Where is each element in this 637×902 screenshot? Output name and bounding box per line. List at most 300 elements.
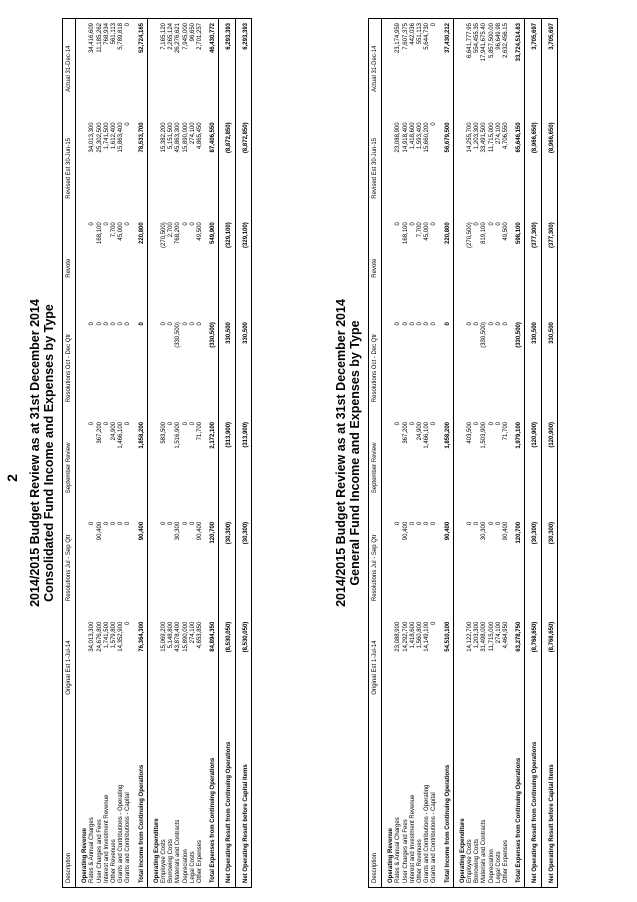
row-value: 45,863,300: [175, 122, 182, 153]
row-label: Grants and Contributions - Operating: [424, 784, 431, 883]
column-header: Resolutions Jul - Sep Qtr: [369, 518, 382, 618]
column-header: Description: [63, 718, 76, 888]
section-heading: Operating Expenditure: [459, 818, 466, 883]
row-value: 367,200: [402, 421, 409, 444]
column-header: Revote: [369, 218, 382, 318]
row-value: 0: [474, 521, 481, 526]
row-value: 15,660,200: [424, 122, 431, 153]
row-value: 84,894,350: [204, 618, 219, 718]
row-value: 330,500: [224, 318, 235, 418]
row-value: (8,768,650): [530, 618, 541, 718]
row-value: 15,382,200: [161, 122, 168, 153]
row-label: Other Revenues: [111, 839, 118, 883]
row-value: 0: [431, 122, 438, 126]
row-value: 52,724,165: [133, 19, 148, 119]
section-heading: Operating Revenue: [82, 827, 89, 883]
table-row: [125, 19, 132, 888]
row-value: 90,400: [197, 521, 204, 541]
row-label: Grants and Contributions - Capital: [431, 792, 438, 883]
row-value: 0: [395, 322, 402, 326]
row-value: 11,715,000: [488, 122, 495, 152]
row-value: 0: [182, 222, 189, 226]
report-subtitle: General Fund Income and Expenses by Type: [348, 320, 362, 586]
row-value: 25,302,500: [96, 122, 103, 153]
row-value: 551,113: [417, 23, 424, 45]
row-value: 120,700: [510, 518, 525, 618]
net-operating-result-row: [224, 19, 235, 888]
row-value: (30,300): [530, 518, 541, 618]
table-row: [183, 19, 190, 888]
row-value: 0: [495, 222, 502, 226]
table-row: [111, 19, 118, 888]
row-value: 78,533,700: [133, 118, 148, 218]
row-value: 0: [417, 322, 424, 326]
row-value: (270,500): [467, 222, 474, 248]
column-header: Original Est 1-Jul-14: [63, 618, 76, 718]
row-value: 1,203,300: [474, 122, 481, 150]
row-value: 14,292,700: [402, 621, 409, 652]
row-value: 0: [168, 521, 175, 526]
total-income-row: [439, 19, 454, 888]
row-value: 0: [125, 421, 132, 426]
row-value: 168,100: [96, 222, 103, 244]
row-value: (30,300): [224, 518, 235, 618]
row-value: 2,701,257: [197, 23, 204, 50]
row-value: (330,500): [510, 318, 525, 418]
row-value: 168,100: [402, 222, 409, 244]
row-value: 0: [125, 322, 132, 326]
row-value: 30,300: [175, 521, 182, 541]
table-header: [369, 19, 382, 888]
row-value: 65,646,150: [510, 118, 525, 218]
row-value: 554,455.35: [474, 23, 481, 54]
row-value: 0: [467, 322, 474, 326]
row-value: 274,100: [189, 122, 196, 145]
row-label: Depreciation: [488, 849, 495, 883]
row-value: 0: [96, 322, 103, 326]
row-value: 0: [474, 222, 481, 226]
section-heading: Operating Expenditure: [153, 818, 160, 883]
row-value: 120,700: [204, 518, 219, 618]
row-value: 1,466,100: [118, 421, 125, 449]
row-value: 0: [431, 621, 438, 626]
row-label: Total Income from Continuing Operations: [439, 718, 454, 888]
row-value: 403,500: [467, 421, 474, 444]
row-value: 37,430,212: [439, 19, 454, 119]
row-value: 87,406,550: [204, 118, 219, 218]
row-value: 4,706,550: [503, 122, 510, 150]
table-row: [190, 19, 197, 888]
row-value: 11,715,000: [488, 621, 495, 652]
row-value: 0: [89, 521, 96, 526]
table-body: [76, 19, 252, 888]
row-value: 7,700: [111, 222, 118, 238]
row-value: 5,151,500: [168, 122, 175, 150]
row-value: 0: [402, 322, 409, 326]
row-value: 45,000: [424, 222, 431, 241]
row-value: (330,500): [204, 318, 219, 418]
row-label: Other Expenses: [503, 839, 510, 883]
table-row: [161, 19, 168, 888]
row-value: (30,300): [547, 518, 558, 618]
row-value: 274,100: [495, 122, 502, 145]
row-value: 0: [431, 222, 438, 226]
row-value: 0: [503, 322, 510, 326]
total-expenses-row: [204, 19, 219, 888]
row-label: Materials and Contracts: [481, 819, 488, 883]
row-value: 6,293,393: [224, 19, 235, 119]
row-value: 0: [168, 322, 175, 326]
row-label: Borrowing Costs: [168, 838, 175, 883]
row-value: 1,466,100: [424, 421, 431, 449]
row-value: 14,255,700: [467, 122, 474, 153]
row-value: 33,724,514.83: [510, 19, 525, 119]
column-header: Original Est 1-Jul-14: [369, 618, 382, 718]
row-value: (8,966,650): [530, 118, 541, 218]
row-value: 24,676,800: [96, 621, 103, 652]
row-value: (120,900): [547, 418, 558, 518]
row-value: 7,607,375: [402, 23, 409, 50]
row-value: 1,593,400: [417, 122, 424, 150]
row-label: Rates & Annual Charges: [395, 817, 402, 883]
row-value: (120,900): [530, 418, 541, 518]
row-value: 49,500: [197, 222, 204, 241]
table-row: [395, 19, 402, 888]
row-value: 330,500: [530, 318, 541, 418]
row-value: 0: [395, 421, 402, 426]
table-row: [403, 19, 410, 888]
row-label: Depreciation: [182, 849, 189, 883]
row-value: 0: [488, 322, 495, 326]
row-value: 0: [103, 222, 110, 226]
row-label: Grants and Contributions - Operating: [118, 784, 125, 883]
table-row: [489, 19, 496, 888]
table-row: [481, 19, 488, 888]
row-value: 1,418,600: [409, 122, 416, 150]
table-row: [168, 19, 175, 888]
row-value: (330,500): [481, 322, 488, 348]
row-value: 0: [161, 322, 168, 326]
row-value: 0: [439, 318, 454, 418]
row-value: 1,560,800: [417, 621, 424, 649]
row-value: 1,979,100: [510, 418, 525, 518]
row-value: 34,013,300: [89, 122, 96, 153]
table-row: [89, 19, 96, 888]
row-value: 0: [189, 421, 196, 426]
row-value: 598,100: [510, 218, 525, 318]
row-value: 330,500: [241, 318, 252, 418]
row-value: 2,632,456.15: [503, 23, 510, 59]
table-row: [467, 19, 474, 888]
row-value: 0: [182, 322, 189, 326]
row-value: 4,653,850: [197, 621, 204, 649]
row-value: 768,934: [103, 23, 110, 45]
row-label: Legal Costs: [495, 851, 502, 883]
row-value: 0: [424, 322, 431, 326]
row-label: Net Operating Result before Capital Items: [547, 718, 558, 888]
row-value: 34,416,609: [89, 23, 96, 54]
row-value: 0: [395, 222, 402, 226]
row-value: 0: [495, 521, 502, 526]
row-value: 15,863,400: [118, 122, 125, 153]
row-value: 0: [488, 222, 495, 226]
table-row: [175, 19, 182, 888]
row-value: (329,100): [224, 218, 235, 318]
row-label: Other Expenses: [197, 839, 204, 883]
row-value: 34,013,300: [89, 621, 96, 652]
row-value: 0: [111, 322, 118, 326]
row-value: 0: [125, 521, 132, 526]
row-value: (377,300): [530, 218, 541, 318]
row-value: 90,400: [96, 521, 103, 541]
row-value: 3,705,697: [547, 19, 558, 119]
row-value: 90,400: [133, 518, 148, 618]
row-value: 0: [89, 421, 96, 426]
row-value: 0: [89, 322, 96, 326]
row-value: 0: [118, 521, 125, 526]
table-row: [417, 19, 424, 888]
column-header: September Review: [369, 418, 382, 518]
row-value: 0: [133, 318, 148, 418]
row-value: 0: [409, 222, 416, 226]
row-value: 43,878,400: [175, 621, 182, 652]
row-value: 549,900: [204, 218, 219, 318]
row-value: 0: [488, 421, 495, 426]
row-value: 7,165,120: [161, 23, 168, 50]
row-value: (313,900): [241, 418, 252, 518]
row-value: 0: [182, 521, 189, 526]
row-value: 5,857,500.00: [488, 23, 495, 59]
row-value: 15,890,000: [182, 621, 189, 652]
section-heading: Operating Revenue: [388, 827, 395, 883]
row-value: 56,679,500: [439, 118, 454, 218]
row-value: (8,872,850): [224, 118, 235, 218]
row-value: 96,650: [189, 23, 196, 42]
row-value: (270,500): [161, 222, 168, 248]
row-value: 71,700: [197, 421, 204, 441]
row-value: 274,100: [189, 621, 196, 644]
report-title: 2014/2015 Budget Review as at 31st December 2014: [28, 299, 42, 607]
expenditure-heading-row: [147, 19, 161, 888]
row-label: Other Revenues: [417, 839, 424, 883]
row-value: 0: [431, 322, 438, 326]
income-expense-table: [62, 18, 252, 888]
row-value: 14,352,900: [118, 621, 125, 652]
row-value: (8,768,650): [547, 618, 558, 718]
row-value: 45,000: [118, 222, 125, 241]
row-value: 71,700: [503, 421, 510, 441]
row-value: 1,579,800: [111, 621, 118, 649]
net-before-capital-row: [547, 19, 558, 888]
row-value: 220,800: [133, 218, 148, 318]
row-value: 4,464,950: [503, 621, 510, 649]
row-value: 274,100: [495, 621, 502, 644]
row-value: 0: [409, 521, 416, 526]
row-value: 11,185,262: [96, 23, 103, 53]
row-value: 0: [431, 421, 438, 426]
general-fund-report: [334, 18, 619, 888]
row-value: 1,858,200: [439, 418, 454, 518]
row-value: 3,705,697: [530, 19, 541, 119]
total-income-row: [133, 19, 148, 888]
row-label: Total Expenses from Continuing Operations: [510, 718, 525, 888]
row-value: 0: [125, 621, 132, 626]
table-row: [474, 19, 481, 888]
row-value: 90,400: [439, 518, 454, 618]
row-value: 14,918,400: [402, 122, 409, 153]
row-value: (8,872,850): [241, 118, 252, 218]
row-label: Total Expenses from Continuing Operations: [204, 718, 219, 888]
row-label: Interest and Investment Revenue: [103, 794, 110, 883]
net-operating-result-row: [530, 19, 541, 888]
row-value: 0: [424, 521, 431, 526]
table-row: [496, 19, 503, 888]
row-value: 90,400: [402, 521, 409, 541]
table-row: [410, 19, 417, 888]
row-value: 4,865,450: [197, 122, 204, 150]
row-value: 0: [474, 421, 481, 426]
table-row: [503, 19, 510, 888]
row-label: Net Operating Result from Continuing Operations: [224, 718, 235, 888]
row-label: Employee Costs: [467, 839, 474, 883]
table-row: [424, 19, 431, 888]
row-label: Net Operating Result before Capital Items: [241, 718, 252, 888]
row-label: User Charges and Fees: [96, 819, 103, 883]
row-value: (313,900): [224, 418, 235, 518]
column-header: Revised Est 30-Jun-15: [63, 118, 76, 218]
row-value: 33,491,500: [481, 122, 488, 153]
row-value: 24,900: [111, 421, 118, 441]
row-value: 0: [125, 23, 132, 27]
column-header: Actual 31-Dec-14: [369, 19, 382, 119]
row-value: 1,503,900: [481, 421, 488, 449]
row-value: 819,100: [481, 222, 488, 244]
row-value: 90,400: [503, 521, 510, 541]
revenue-heading-row: [76, 19, 90, 888]
row-value: 1,418,600: [409, 621, 416, 649]
row-value: 23,174,959: [395, 23, 402, 54]
row-value: 0: [103, 421, 110, 426]
row-value: 17,941,675.40: [481, 23, 488, 62]
row-value: 0: [417, 521, 424, 526]
table-row: [431, 19, 438, 888]
row-value: 23,088,900: [395, 122, 402, 153]
row-value: 1,741,500: [103, 122, 110, 150]
row-value: 2,172,100: [204, 418, 219, 518]
row-label: Rates & Annual Charges: [89, 817, 96, 883]
row-value: (8,966,650): [547, 118, 558, 218]
row-value: 54,510,100: [439, 618, 454, 718]
row-label: Grants and Contributions - Capital: [125, 792, 132, 883]
row-value: 0: [409, 421, 416, 426]
row-value: 1,858,200: [133, 418, 148, 518]
row-value: 0: [474, 322, 481, 326]
row-value: 1,612,400: [111, 122, 118, 150]
row-value: 0: [125, 222, 132, 226]
row-value: 0: [488, 521, 495, 526]
column-header: Description: [369, 718, 382, 888]
row-value: 63,278,750: [510, 618, 525, 718]
row-value: 0: [103, 322, 110, 326]
column-header: Resolutions Jul - Sep Qtr: [63, 518, 76, 618]
row-label: Employee Costs: [161, 839, 168, 883]
row-value: 0: [495, 322, 502, 326]
column-header: Resolutions Oct - Dec Qtr: [369, 318, 382, 418]
row-value: 0: [495, 421, 502, 426]
row-value: 14,122,700: [467, 621, 474, 652]
report-subtitle: Consolidated Fund Income and Expenses by Type: [42, 304, 56, 602]
row-value: 0: [189, 322, 196, 326]
row-value: 1,516,900: [175, 421, 182, 449]
row-value: 2,265,124: [168, 23, 175, 50]
row-value: 5,789,818: [118, 23, 125, 50]
income-expense-table: [368, 18, 558, 888]
row-value: 583,500: [161, 421, 168, 444]
row-value: 49,500: [503, 222, 510, 241]
row-value: 0: [168, 421, 175, 426]
row-value: 0: [118, 322, 125, 326]
row-value: 768,200: [175, 222, 182, 244]
row-value: 0: [111, 521, 118, 526]
row-value: 96,649.98: [495, 23, 502, 50]
row-value: 46,430,772: [204, 19, 219, 119]
row-value: 0: [161, 521, 168, 526]
row-label: Materials and Contracts: [175, 819, 182, 883]
consolidated-fund-report: [28, 18, 313, 888]
header-row: [369, 19, 382, 888]
row-value: 330,500: [547, 318, 558, 418]
row-label: Net Operating Result from Continuing Operations: [530, 718, 541, 888]
row-value: (30,300): [241, 518, 252, 618]
report-title: 2014/2015 Budget Review as at 31st December 2014: [334, 299, 348, 607]
total-expenses-row: [510, 19, 525, 888]
row-value: 15,890,000: [182, 122, 189, 153]
row-value: 0: [103, 521, 110, 526]
row-value: 561,113: [111, 23, 118, 45]
row-value: (329,100): [241, 218, 252, 318]
net-before-capital-row: [241, 19, 252, 888]
table-row: [97, 19, 104, 888]
row-label: Interest and Investment Revenue: [409, 794, 416, 883]
row-value: 220,800: [439, 218, 454, 318]
row-value: 1,741,500: [103, 621, 110, 649]
expenditure-heading-row: [453, 19, 467, 888]
row-value: 0: [125, 122, 132, 126]
row-value: 2,700: [168, 222, 175, 238]
row-value: 23,088,900: [395, 621, 402, 652]
header-row: [63, 19, 76, 888]
row-label: Total Income from Continuing Operations: [133, 718, 148, 888]
row-value: 0: [431, 23, 438, 27]
table-row: [118, 19, 125, 888]
column-header: September Review: [63, 418, 76, 518]
row-value: 14,149,100: [424, 621, 431, 652]
row-value: 24,900: [417, 421, 424, 441]
row-value: 6,641,777.95: [467, 23, 474, 59]
row-value: (330,500): [175, 322, 182, 348]
column-header: Revote: [63, 218, 76, 318]
row-value: 0: [189, 521, 196, 526]
row-value: 31,498,000: [481, 621, 488, 652]
column-header: Resolutions Oct - Dec Qtr: [63, 318, 76, 418]
row-value: 7,945,000: [182, 23, 189, 50]
row-value: 0: [189, 222, 196, 226]
row-value: 0: [197, 322, 204, 326]
row-value: 7,700: [417, 222, 424, 238]
page-number: 2: [3, 474, 20, 482]
row-value: 367,200: [96, 421, 103, 444]
row-value: 0: [395, 521, 402, 526]
